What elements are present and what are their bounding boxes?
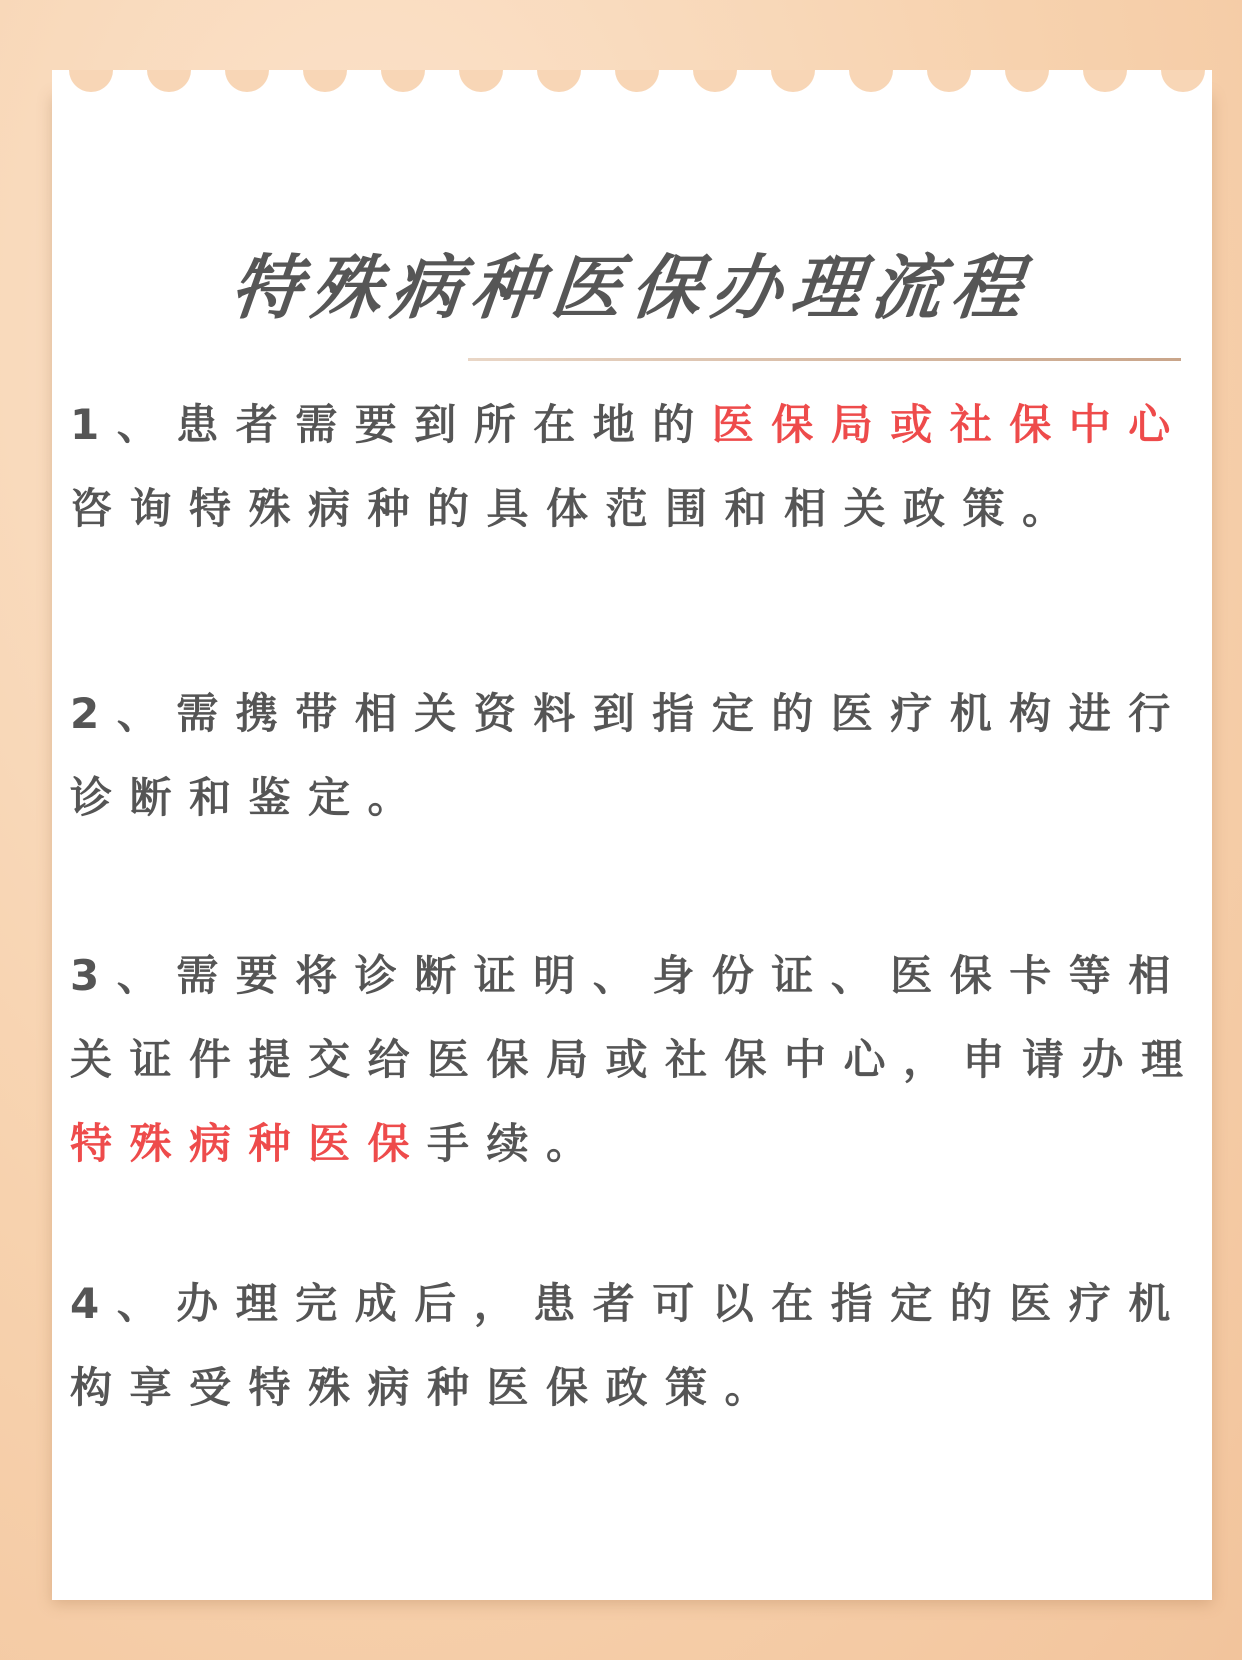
step-3 [70, 934, 1210, 1186]
step-3-text: 3、需要将诊断证明、身份证、医保卡等相关证件提交给医保局或社保中心，申请办理 [70, 951, 1201, 1084]
title-divider [468, 358, 1181, 361]
step-1-highlight: 医保局或社保中心 [711, 400, 1188, 449]
step-4: 4、办理完成后，患者可以在指定的医疗机构享受特殊病种医保政策。 [70, 1279, 1188, 1412]
step-1-text-end: 咨询特殊病种的具体范围和相关政策。 [70, 484, 1082, 533]
step-3-highlight: 特殊病种医保 [70, 1119, 428, 1168]
paper-scalloped-edge [52, 70, 1212, 114]
step-2: 2、需携带相关资料到指定的医疗机构进行诊断和鉴定。 [70, 689, 1188, 822]
step-1 [70, 383, 1210, 551]
step-1-text: 1、患者需要到所在地的 [70, 400, 712, 449]
step-3-text-end: 手续。 [427, 1119, 606, 1168]
page-title: 特殊病种医保办理流程 [227, 246, 1036, 329]
